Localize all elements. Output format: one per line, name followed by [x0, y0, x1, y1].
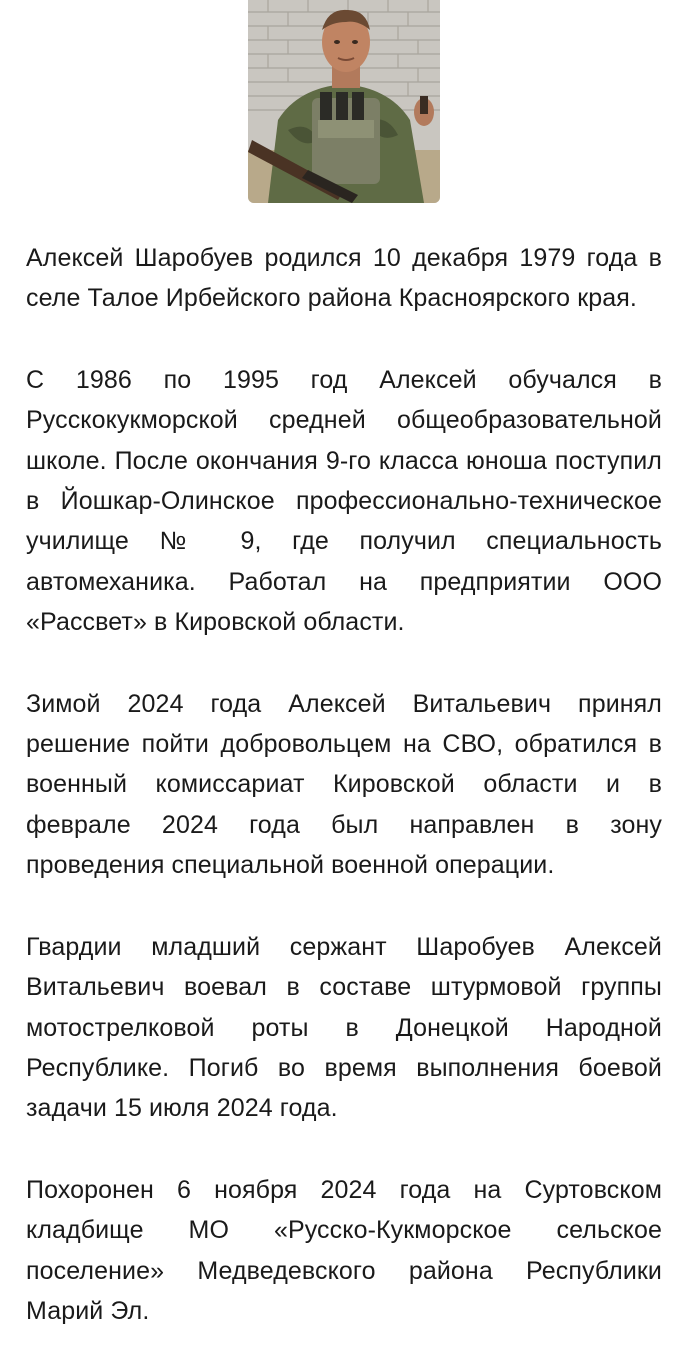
paragraph-service: Гвардии младший сержант Шаробуев Алексей Витальевич воевал в составе штурмовой группы мотострелковой роты в Донецкой Народной Республике. Погиб во время выполнения боевой задачи 15 июля 2024 года.: [26, 932, 662, 1123]
paragraph-education: С 1986 по 1995 год Алексей обучался в Русскокукморской средней общеобразовательной школе. После окончания 9-го класса юноша поступил в Йошкар-Олинское профессионально-техническое училище № 9, где получил специальность автомеханика. Работал на предприятии ООО «Рассвет» в Кировской области.: [26, 365, 662, 637]
portrait-photo-drawing: [248, 0, 440, 203]
paragraph-birth: Алексей Шаробуев родился 10 декабря 1979 года в селе Талое Ирбейского района Красноярского края.: [26, 244, 662, 313]
article-body: [26, 238, 662, 1372]
paragraph-burial: Похоронен 6 ноября 2024 года на Суртовском кладбище МО «Русско-Кукморское сельское поселение» Медведевского района Республики Марий Эл.: [26, 1175, 662, 1325]
paragraph-volunteer: Зимой 2024 года Алексей Витальевич принял решение пойти добровольцем на СВО, обратился в военный комиссариат Кировской области и в феврале 2024 года был направлен в зону проведения специальной военной операции.: [26, 689, 662, 880]
portrait-photo: [248, 0, 440, 203]
